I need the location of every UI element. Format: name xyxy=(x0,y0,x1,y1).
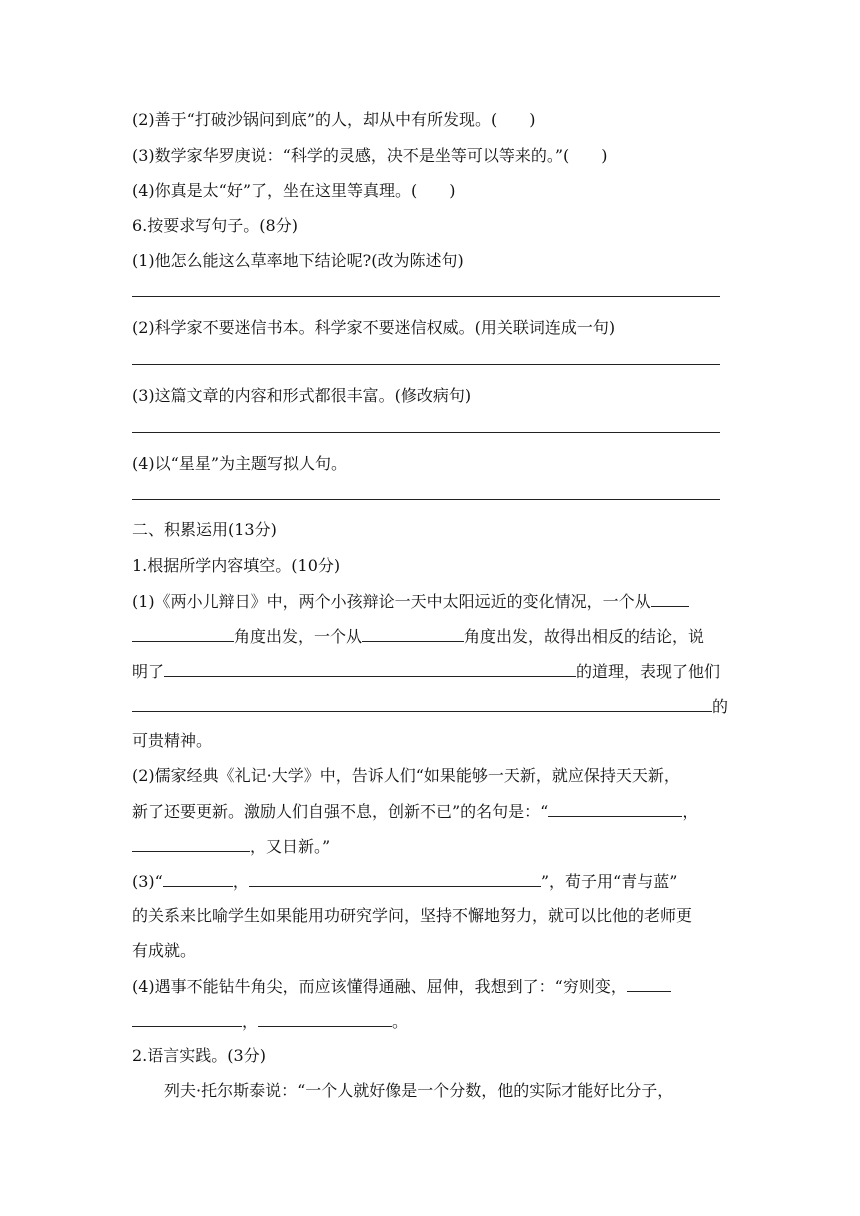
fill-1-text: 角度出发，一个从 xyxy=(234,627,363,646)
fill-3-line-2: 的关系来比喻学生如果能用功研究学问，坚持不懈地努力，就可以比他的老师更 xyxy=(132,906,693,925)
fill-4-text: 。 xyxy=(392,1012,409,1031)
fill-3-text: ”，荀子用“青与蓝” xyxy=(540,872,678,891)
blank[interactable] xyxy=(132,1011,242,1027)
fill-3-line-3: 有成就。 xyxy=(132,941,197,960)
fill-1-text: (1)《两小儿辩日》中，两个小孩辩论一天中太阳远近的变化情况，一个从 xyxy=(132,592,651,611)
question-6-heading: 6.按要求写句子。(8分) xyxy=(132,216,298,235)
fill-3-line-1 xyxy=(132,871,732,892)
fill-4-text: (4)遇事不能钻牛角尖，而应该懂得通融、屈伸，我想到了：“穷则变， xyxy=(132,977,627,996)
answer-line[interactable] xyxy=(132,432,720,433)
blank[interactable] xyxy=(249,871,541,887)
question-6-1: (1)他怎么能这么草率地下结论呢?(改为陈述句) xyxy=(132,251,464,270)
question-6-2: (2)科学家不要迷信书本。科学家不要迷信权威。(用关联词连成一句) xyxy=(132,318,616,337)
fill-2-text: ，又日新。” xyxy=(250,837,331,856)
section-2-heading: 二、积累运用(13分) xyxy=(132,520,277,539)
answer-line[interactable] xyxy=(132,499,720,500)
question-2-heading: 2.语言实践。(3分) xyxy=(132,1046,266,1065)
question-5-2: (2)善于“打破沙锅问到底”的人，却从中有所发现。( ) xyxy=(132,110,536,129)
question-5-4: (4)你真是太“好”了，坐在这里等真理。( ) xyxy=(132,181,456,200)
fill-4-line-2 xyxy=(132,1011,732,1032)
fill-2-text: 新了还要更新。激励人们自强不息，创新不已”的名句是：“ xyxy=(132,802,549,821)
blank[interactable] xyxy=(258,1011,392,1027)
blank[interactable] xyxy=(548,801,682,817)
blank[interactable] xyxy=(132,696,712,712)
blank[interactable] xyxy=(362,626,464,642)
blank[interactable] xyxy=(132,626,234,642)
fill-1-line-1 xyxy=(132,591,732,612)
fill-3-text: (3)“ xyxy=(132,872,163,891)
question-1-heading: 1.根据所学内容填空。(10分) xyxy=(132,556,341,575)
fill-1-text: 的 xyxy=(712,697,729,716)
fill-1-line-3 xyxy=(132,661,732,682)
fill-1-text: 角度出发，故得出相反的结论，说 xyxy=(464,627,705,646)
fill-1-line-4 xyxy=(132,696,732,717)
question-6-3: (3)这篇文章的内容和形式都很丰富。(修改病句) xyxy=(132,386,472,405)
blank[interactable] xyxy=(163,871,233,887)
fill-2-line-3 xyxy=(132,836,732,857)
fill-4-text: ， xyxy=(242,1012,259,1031)
fill-1-line-5: 可贵精神。 xyxy=(132,731,213,750)
fill-1-text: 明了 xyxy=(132,662,165,681)
fill-3-text: ， xyxy=(232,872,249,891)
question-6-4: (4)以“星星”为主题写拟人句。 xyxy=(132,454,348,473)
fill-1-text: 的道理，表现了他们 xyxy=(576,662,721,681)
answer-line[interactable] xyxy=(132,364,720,365)
passage-text: 列夫·托尔斯泰说：“一个人就好像是一个分数，他的实际才能好比分子， xyxy=(164,1081,674,1100)
fill-4-line-1 xyxy=(132,976,732,997)
fill-2-line-1: (2)儒家经典《礼记·大学》中，告诉人们“如果能够一天新，就应保持天天新， xyxy=(132,766,680,785)
question-5-3: (3)数学家华罗庚说：“科学的灵感，决不是坐等可以等来的。”( ) xyxy=(132,146,608,165)
fill-2-line-2 xyxy=(132,801,732,822)
blank[interactable] xyxy=(627,976,671,992)
fill-2-text: ， xyxy=(682,802,699,821)
fill-1-line-2 xyxy=(132,626,732,647)
blank[interactable] xyxy=(132,836,250,852)
answer-line[interactable] xyxy=(132,296,720,297)
blank[interactable] xyxy=(164,661,576,677)
blank[interactable] xyxy=(651,591,689,607)
